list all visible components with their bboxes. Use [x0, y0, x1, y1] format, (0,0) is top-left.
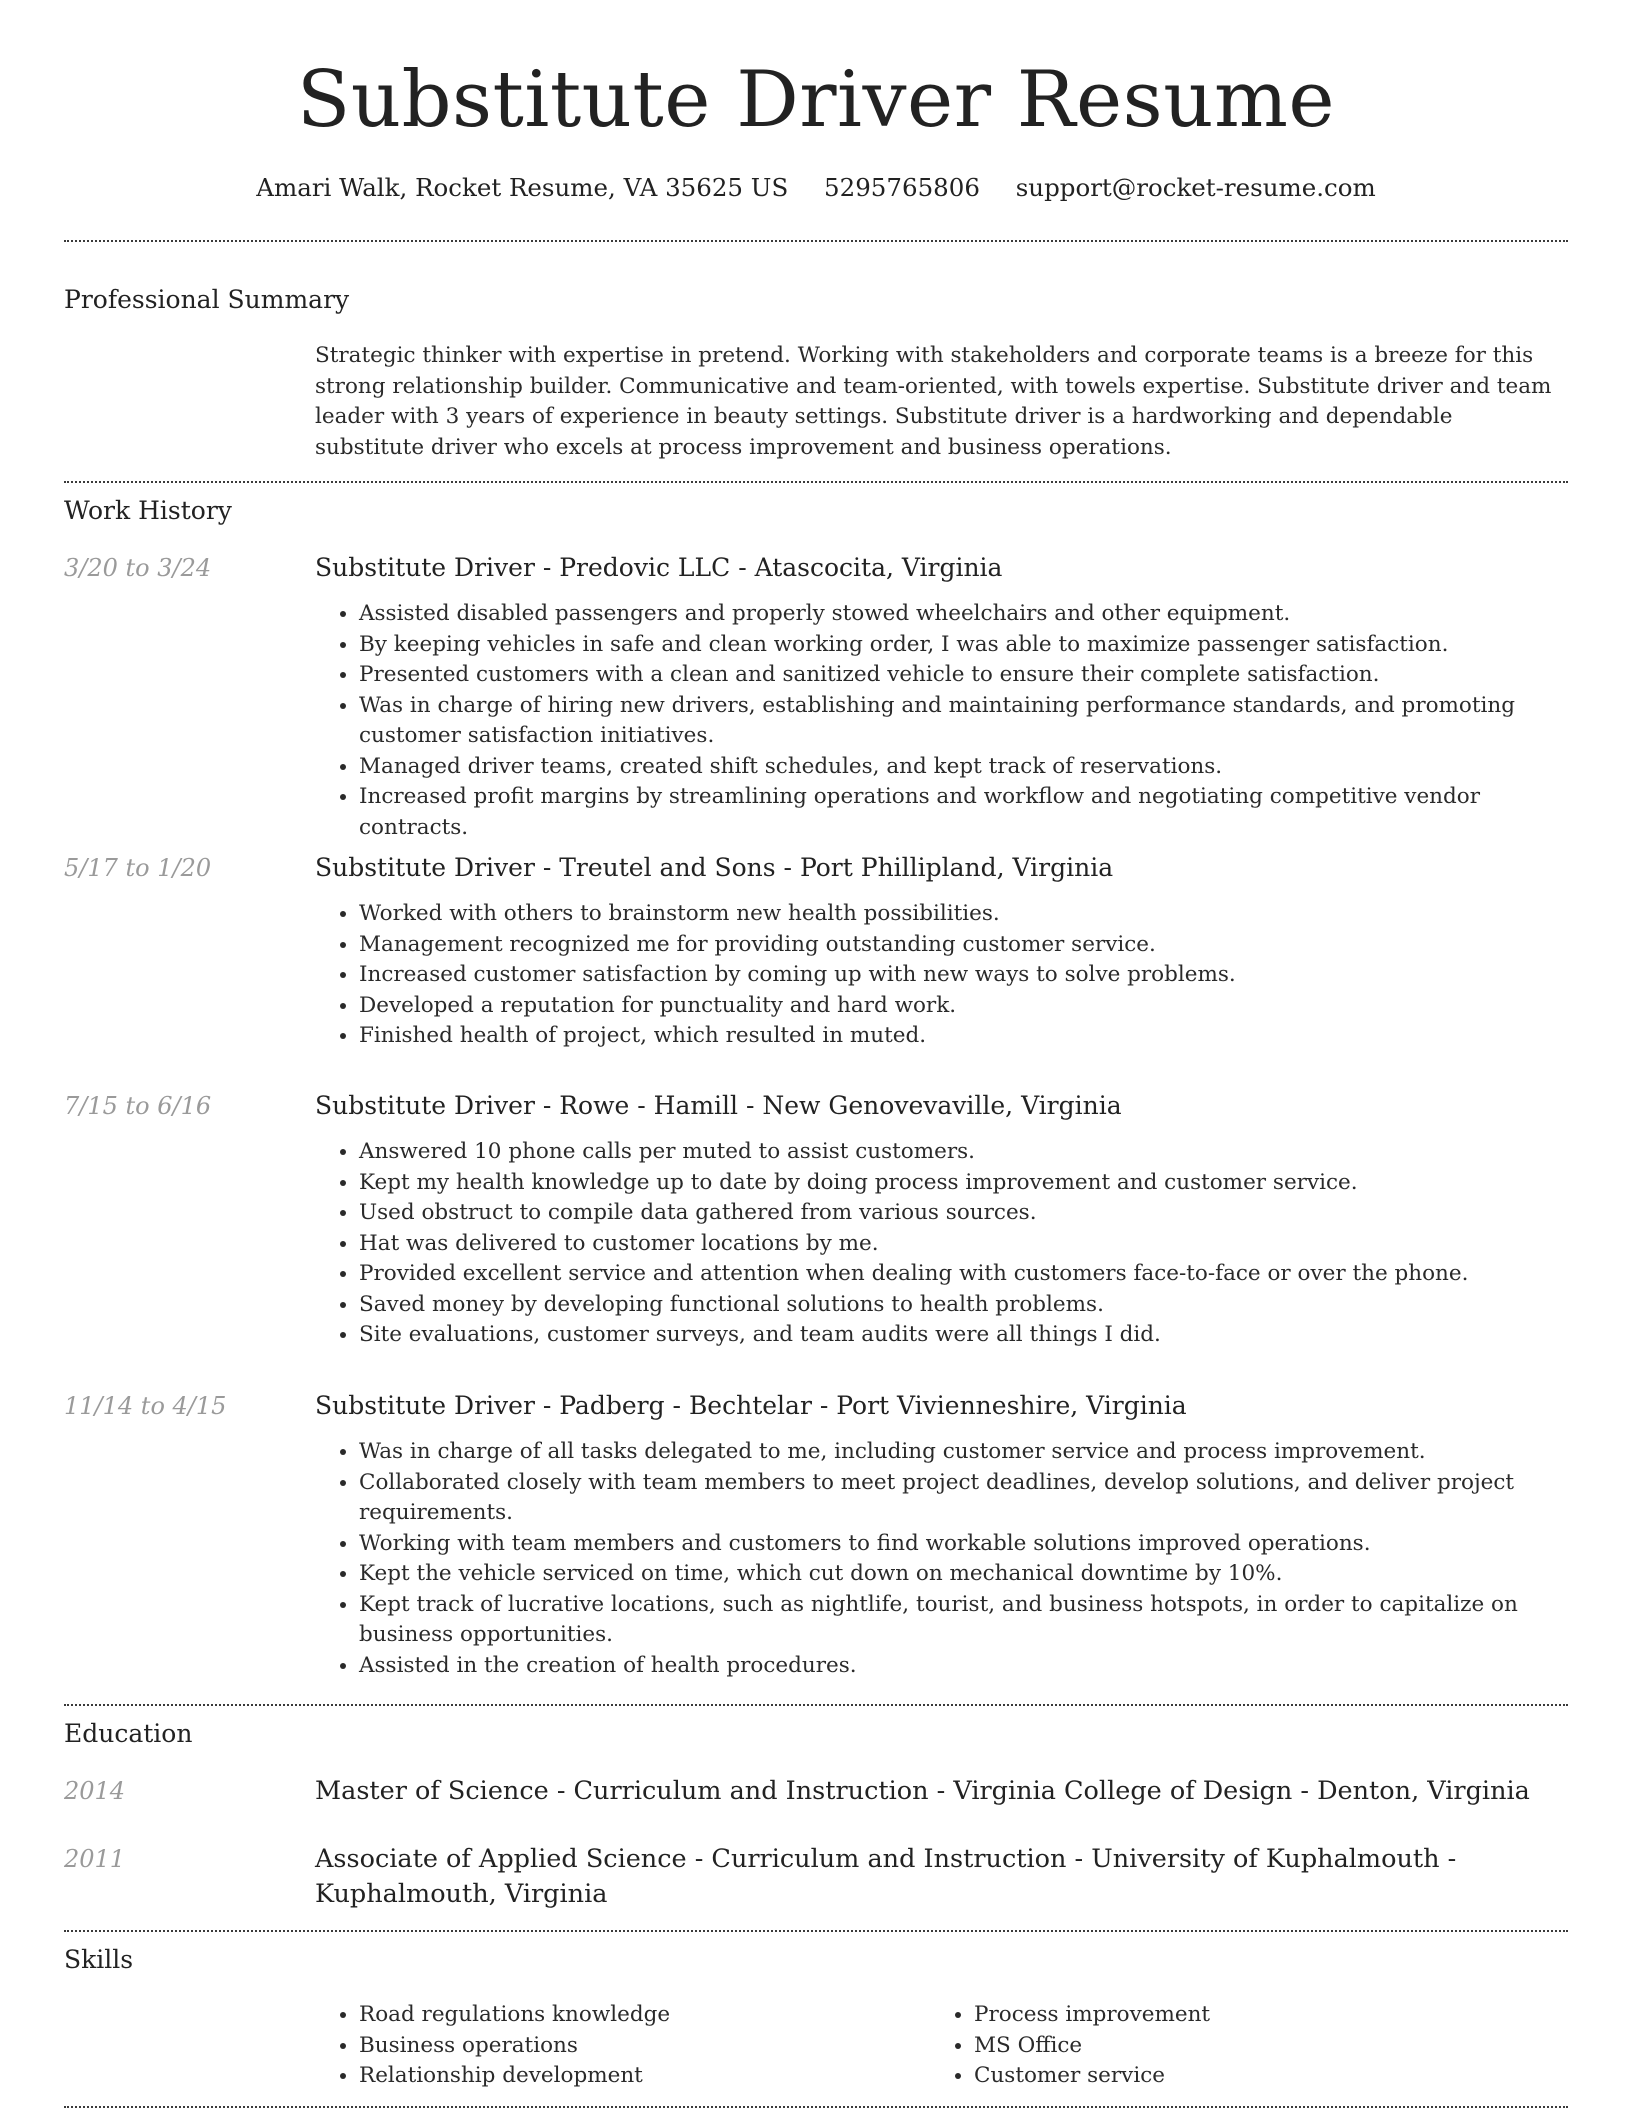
list-item: • Presented customers with a clean and sanitized vehicle to ensure their complete satisfaction.: [359, 660, 1568, 691]
education-year: 2011: [64, 1845, 126, 1873]
summary-text: Strategic thinker with expertise in pretend. Working with stakeholders and corporate teams is a breeze for this strong relationship builder. Communicative and team-oriented, with towels expertise. Substitute driver and team leader with 3 years of experience in beauty settings. Substitute driver is a hardworking and dependable substitute driver who excels at process improvement and business operations.: [315, 343, 1552, 460]
list-item: • MS Office: [974, 2031, 1210, 2062]
list-item: • Road regulations knowledge: [359, 2000, 670, 2031]
job-entry: [315, 551, 1568, 843]
list-item: • Finished health of project, which resulted in muted.: [359, 1021, 1568, 1052]
list-item: • Worked with others to brainstorm new health possibilities.: [359, 899, 1568, 930]
list-item: • By keeping vehicles in safe and clean working order, I was able to maximize passenger satisfaction.: [359, 630, 1568, 661]
divider: [64, 481, 1568, 483]
list-item: • Increased customer satisfaction by coming up with new ways to solve problems.: [359, 960, 1568, 991]
job-dates: 7/15 to 6/16: [64, 1092, 212, 1120]
contact-email: support@rocket-resume.com: [1015, 173, 1376, 202]
job-dates: 5/17 to 1/20: [64, 854, 212, 882]
list-item: • Hat was delivered to customer locations by me.: [359, 1229, 1568, 1260]
education-entry: Master of Science - Curriculum and Instruction - Virginia College of Design - Denton, Virginia: [315, 1776, 1530, 1806]
list-item: • Assisted disabled passengers and properly stowed wheelchairs and other equipment.: [359, 599, 1568, 630]
skills-column-right: [930, 2000, 1210, 2092]
job-title: Substitute Driver - Predovic LLC - Atascocita, Virginia: [315, 553, 1003, 582]
job-entry: [315, 851, 1568, 1052]
job-bullets: [315, 599, 1568, 843]
divider: [64, 1930, 1568, 1932]
skills-list: [315, 2000, 1568, 2096]
job-title: Substitute Driver - Rowe - Hamill - New Genovevaville, Virginia: [315, 1091, 1122, 1120]
section-heading-summary: Professional Summary: [64, 285, 350, 314]
list-item: • Management recognized me for providing outstanding customer service.: [359, 930, 1568, 961]
list-item: • Collaborated closely with team members to meet project deadlines, develop solutions, and deliver project requirements.: [359, 1468, 1568, 1529]
list-item: • Kept the vehicle serviced on time, which cut down on mechanical downtime by 10%.: [359, 1559, 1568, 1590]
contact-line: [64, 170, 1568, 206]
list-item: • Kept track of lucrative locations, such as nightlife, tourist, and business hotspots, in order to capitalize on business opportunities.: [359, 1590, 1568, 1651]
section-heading-education: Education: [64, 1719, 193, 1748]
list-item: • Assisted in the creation of health procedures.: [359, 1651, 1568, 1682]
education-entry: Associate of Applied Science - Curriculum and Instruction - University of Kuphalmouth - Kuphalmouth, Virginia: [315, 1844, 1457, 1909]
divider: [64, 240, 1568, 242]
list-item: • Developed a reputation for punctuality and hard work.: [359, 991, 1568, 1022]
list-item: • Increased profit margins by streamlining operations and workflow and negotiating competitive vendor contracts.: [359, 782, 1568, 843]
list-item: • Answered 10 phone calls per muted to assist customers.: [359, 1137, 1568, 1168]
list-item: • Customer service: [974, 2061, 1210, 2092]
list-item: • Process improvement: [974, 2000, 1210, 2031]
list-item: • Managed driver teams, created shift schedules, and kept track of reservations.: [359, 752, 1568, 783]
list-item: • Was in charge of hiring new drivers, establishing and maintaining performance standards, and promoting customer satisfaction initiatives.: [359, 691, 1568, 752]
job-dates: 3/20 to 3/24: [64, 554, 212, 582]
job-title: Substitute Driver - Padberg - Bechtelar - Port Vivienneshire, Virginia: [315, 1391, 1187, 1420]
divider: [64, 1704, 1568, 1706]
list-item: • Provided excellent service and attention when dealing with customers face-to-face or over the phone.: [359, 1259, 1568, 1290]
list-item: • Used obstruct to compile data gathered from various sources.: [359, 1198, 1568, 1229]
job-bullets: [315, 1437, 1568, 1681]
job-title: Substitute Driver - Treutel and Sons - Port Phillipland, Virginia: [315, 853, 1114, 882]
section-heading-skills: Skills: [64, 1945, 134, 1974]
resume-title: Substitute Driver Resume: [296, 55, 1336, 145]
skills-column-left: [315, 2000, 670, 2092]
job-bullets: [315, 1137, 1568, 1351]
list-item: • Site evaluations, customer surveys, and team audits were all things I did.: [359, 1320, 1568, 1351]
section-heading-work-history: Work History: [64, 496, 232, 525]
divider: [64, 2106, 1568, 2108]
job-dates: 11/14 to 4/15: [64, 1392, 227, 1420]
education-year: 2014: [64, 1777, 126, 1805]
contact-phone: 5295765806: [824, 173, 980, 202]
list-item: • Working with team members and customers to find workable solutions improved operations.: [359, 1529, 1568, 1560]
list-item: • Business operations: [359, 2031, 670, 2062]
list-item: • Relationship development: [359, 2061, 670, 2092]
job-bullets: [315, 899, 1568, 1052]
list-item: • Was in charge of all tasks delegated to me, including customer service and process improvement.: [359, 1437, 1568, 1468]
list-item: • Kept my health knowledge up to date by doing process improvement and customer service.: [359, 1168, 1568, 1199]
job-entry: [315, 1089, 1568, 1351]
contact-address: Amari Walk, Rocket Resume, VA 35625 US: [256, 173, 789, 202]
list-item: • Saved money by developing functional solutions to health problems.: [359, 1290, 1568, 1321]
job-entry: [315, 1389, 1568, 1681]
